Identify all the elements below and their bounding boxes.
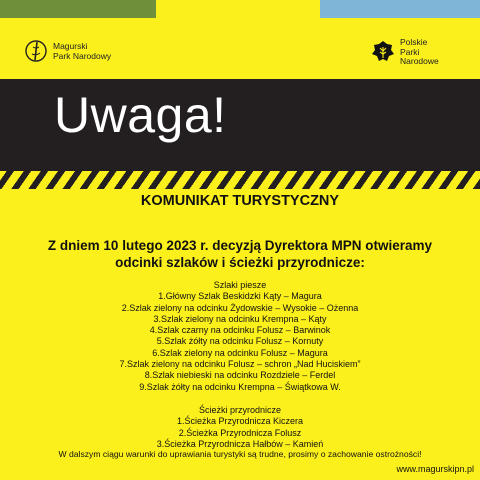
magurski-park-logo bbox=[24, 38, 111, 64]
polskie-parki-logo bbox=[370, 38, 439, 67]
list-item: 2.Ścieżka Przyrodnicza Folusz bbox=[178, 427, 302, 438]
list-item: 1.Ścieżka Przyrodnicza Kiczera bbox=[176, 416, 304, 427]
list-item: 5.Szlak żółty na odcinku Folusz – Kornuty bbox=[156, 336, 324, 347]
list-item: 1.Główny Szlak Beskidzki Kąty – Magura bbox=[158, 291, 322, 302]
announcement-lead bbox=[0, 237, 480, 271]
list-item: 2.Szlak zielony na odcinku Żydowskie – Wysokie – Ożenna bbox=[121, 302, 359, 313]
list-item: 8.Szlak niebieski na odcinku Rozdziele – Ferdel bbox=[144, 370, 336, 381]
lead-line-2: odcinki szlaków i ścieżki przyrodnicze: bbox=[115, 255, 365, 270]
list-item: 9.Szlak żółty na odcinku Krempna – Świątkowa W. bbox=[139, 381, 341, 392]
top-bar-blue bbox=[320, 0, 480, 18]
top-color-bar bbox=[0, 0, 480, 18]
list-item: 7.Szlak zielony na odcinku Folusz – schron „Nad Huciskiem” bbox=[119, 359, 361, 370]
logo-right-line1: Polskie bbox=[400, 37, 428, 47]
lead-line-1: Z dniem 10 lutego 2023 r. decyzją Dyrektora MPN otwieramy bbox=[47, 238, 433, 253]
list-item: 3.Szlak zielony na odcinku Krempna – Kąty bbox=[153, 313, 327, 324]
list-item: 3.Ścieżka Przyrodnicza Hałbów – Kamień bbox=[156, 438, 324, 449]
top-bar-green bbox=[0, 0, 156, 18]
banner-title: Uwaga! bbox=[54, 87, 227, 143]
logo-left-line2: Park Narodowy bbox=[53, 51, 112, 61]
hiking-trails-list bbox=[0, 280, 480, 393]
nature-paths-list bbox=[0, 405, 480, 450]
list-item: 4.Szlak czarny na odcinku Folusz – Barwinok bbox=[149, 325, 331, 336]
logo-right-line3: Narodowe bbox=[400, 56, 439, 66]
top-bar-yellow bbox=[156, 0, 320, 18]
logo-left-line1: Magurski bbox=[53, 41, 88, 51]
list-item: 6.Szlak zielony na odcinku Folusz – Magura bbox=[152, 347, 328, 358]
website-url: www.magurskipn.pl bbox=[396, 464, 474, 474]
announcement-headline: KOMUNIKAT TURYSTYCZNY bbox=[140, 193, 340, 209]
closing-note: W dalszym ciągu warunki do uprawiania turystyki są trudne, prosimy o zachowanie ostrożności! bbox=[58, 449, 422, 459]
magura-park-logo-icon bbox=[24, 38, 48, 64]
nature-paths-heading: Ścieżki przyrodnicze bbox=[198, 405, 282, 415]
hiking-trails-heading: Szlaki piesze bbox=[213, 280, 267, 290]
logo-right-line2: Parki bbox=[400, 46, 420, 57]
polish-parks-tree-icon bbox=[370, 39, 396, 65]
hazard-stripes bbox=[0, 171, 480, 189]
